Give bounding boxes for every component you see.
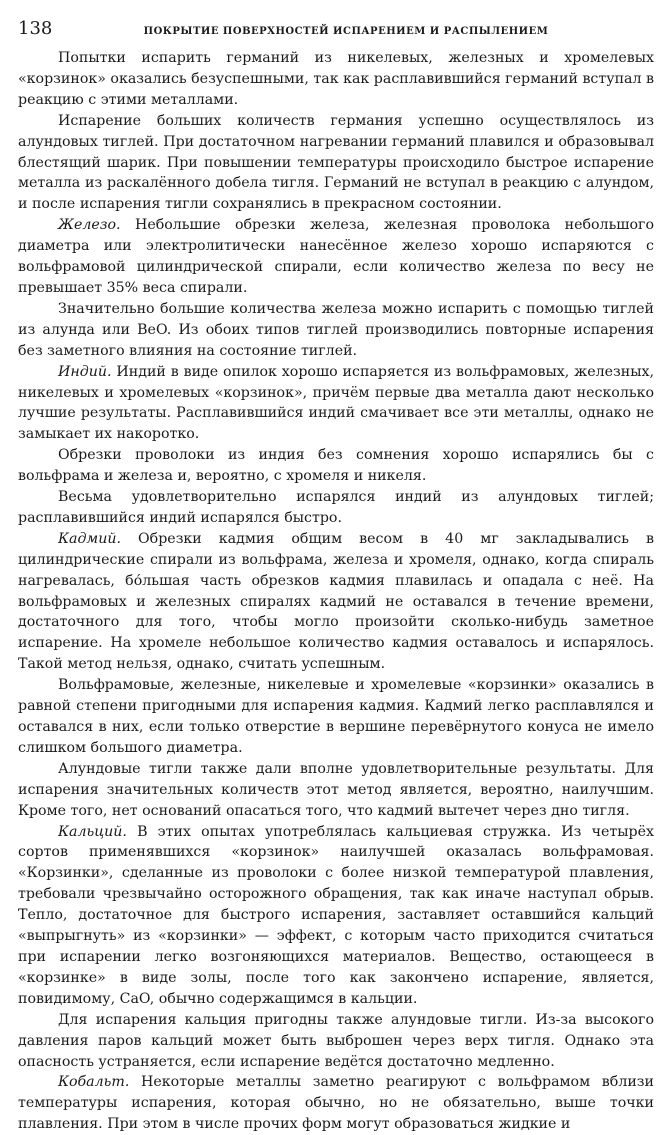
page-header: [18, 18, 654, 48]
paragraph-lead: Кальций.: [58, 823, 127, 840]
paragraph: [18, 675, 654, 759]
paragraph-text: Весьма удовлетворительно испарялся индий из алундовых тиглей; расплавившийся индий испарялся быстро.: [18, 489, 654, 526]
paragraph-lead: Железо.: [58, 217, 121, 234]
book-page: [18, 18, 654, 1133]
paragraph: [18, 48, 654, 111]
paragraph-text: Обрезки проволоки из индия без сомнения хорошо испарялись бы с вольфрама и железа и, вероятно, с хромеля и никеля.: [18, 447, 654, 485]
paragraph-text: Вольфрамовые, железные, никелевые и хромелевые «корзинки» оказались в равной степени пригодными для испарения кадмия. Кадмий легко расплавлялся и оставался в них, если только отверстие в вершине перевёрнутого конуса не имело слишком большого диаметра.: [18, 677, 654, 756]
running-head: ПОКРЫТИЕ ПОВЕРХНОСТЕЙ ИСПАРЕНИЕМ И РАСПЫЛЕНИЕМ: [143, 26, 549, 37]
paragraph-text: Значительно большие количества железа можно испарить с помощью тиглей из алунда или BeO. Из обоих типов тиглей производились повторные испарения без заметного влияния на состояние тиглей.: [18, 300, 654, 359]
paragraph-text: Испарение больших количеств германия успешно осуществлялось из алундовых тиглей. При достаточном нагревании германий плавился и образовывал блестящий шарик. При повышении температуры происходило быстрое испарение металла из раскалённого добела тигля. Германий не вступал в реакцию с алундом, и после испарения тигли сохранялись в прекрасном состоянии.: [18, 112, 654, 213]
paragraph: [18, 111, 654, 216]
paragraph: [18, 299, 654, 362]
paragraph: [18, 822, 654, 1010]
paragraph: [18, 529, 654, 675]
paragraph: [18, 215, 654, 299]
paragraph-text: Индий в виде опилок хорошо испаряется из вольфрамовых, железных, никелевых и хромелевых «корзинок», причём первые два металла дают несколько лучшие результаты. Расплавившийся индий смачивает все эти металлы, однако не замыкает их накоротко.: [18, 363, 654, 443]
page-number: 138: [18, 18, 53, 39]
paragraph-text: Попытки испарить германий из никелевых, железных и хромелевых «корзинок» оказались безуспешными, так как расплавившийся германий вступал в реакцию с этими металлами.: [18, 50, 654, 108]
paragraph-text: Некоторые металлы заметно реагируют с вольфрамом вблизи температуры испарения, которая обычно, но не обязательно, выше точки плавления. При этом в числе прочих форм могут образоваться жидкие и: [18, 1074, 654, 1133]
paragraph-text: Обрезки кадмия общим весом в 40 мг закладывались в цилиндрические спирали из вольфрама, железа и хромеля, однако, когда спираль нагревалась, бо́льшая часть обрезков кадмия плавилась и опадала с неё. На вольфрамовых и железных спиралях кадмий не оставался в течение времени, достаточного для того, чтобы могло произойти сколько-нибудь заметное испарение. На хромеле небольшое количество кадмия оставалось и испарялось. Такой метод нельзя, однако, считать успешным.: [18, 530, 654, 673]
paragraph: [18, 1072, 654, 1135]
paragraph-text: Для испарения кальция пригодны также алундовые тигли. Из-за высокого давления паров кальций может быть выброшен через верх тигля. Однако эта опасность устраняется, если испарение ведётся достаточно медленно.: [18, 1011, 654, 1070]
body-text: [18, 48, 654, 1135]
paragraph-text: В этих опытах употреблялась кальциевая стружка. Из четырёх сортов применявшихся «корзинок» наилучшей оказалась вольфрамовая. «Корзинки», сделанные из проволоки с более низкой температурой плавления, требовали чрезвычайно осторожного обращения, так как иначе наступал обрыв. Тепло, достаточное для быстрого испарения, заставляет оставшийся кальций «выпрыгнуть» из «корзинки» — эффект, с которым часто приходится считаться при испарении легко возгоняющихся материалов. Вещество, остающееся в «корзинке» в виде золы, после того как закончено испарение, является, повидимому, CaO, обычно содержащимся в кальции.: [18, 823, 654, 1007]
paragraph: [18, 445, 654, 487]
paragraph: [18, 487, 654, 529]
paragraph-lead: Индий.: [58, 363, 112, 380]
paragraph-lead: Кадмий.: [58, 530, 121, 547]
paragraph-text: Алундовые тигли также дали вполне удовлетворительные результаты. Для испарения значительных количеств этот метод является, вероятно, наилучшим. Кроме того, нет оснований опасаться того, что кадмий вытечет через дно тигля.: [18, 760, 654, 819]
paragraph: [18, 759, 654, 822]
paragraph: [18, 362, 654, 446]
paragraph-text: Небольшие обрезки железа, железная проволока небольшого диаметра или электролитически нанесённое железо хорошо испаряются с вольфрамовой цилиндрической спирали, если количество железа по весу не превышает 35% веса спирали.: [18, 217, 654, 296]
paragraph-lead: Кобальт.: [58, 1074, 130, 1091]
paragraph: [18, 1010, 654, 1073]
